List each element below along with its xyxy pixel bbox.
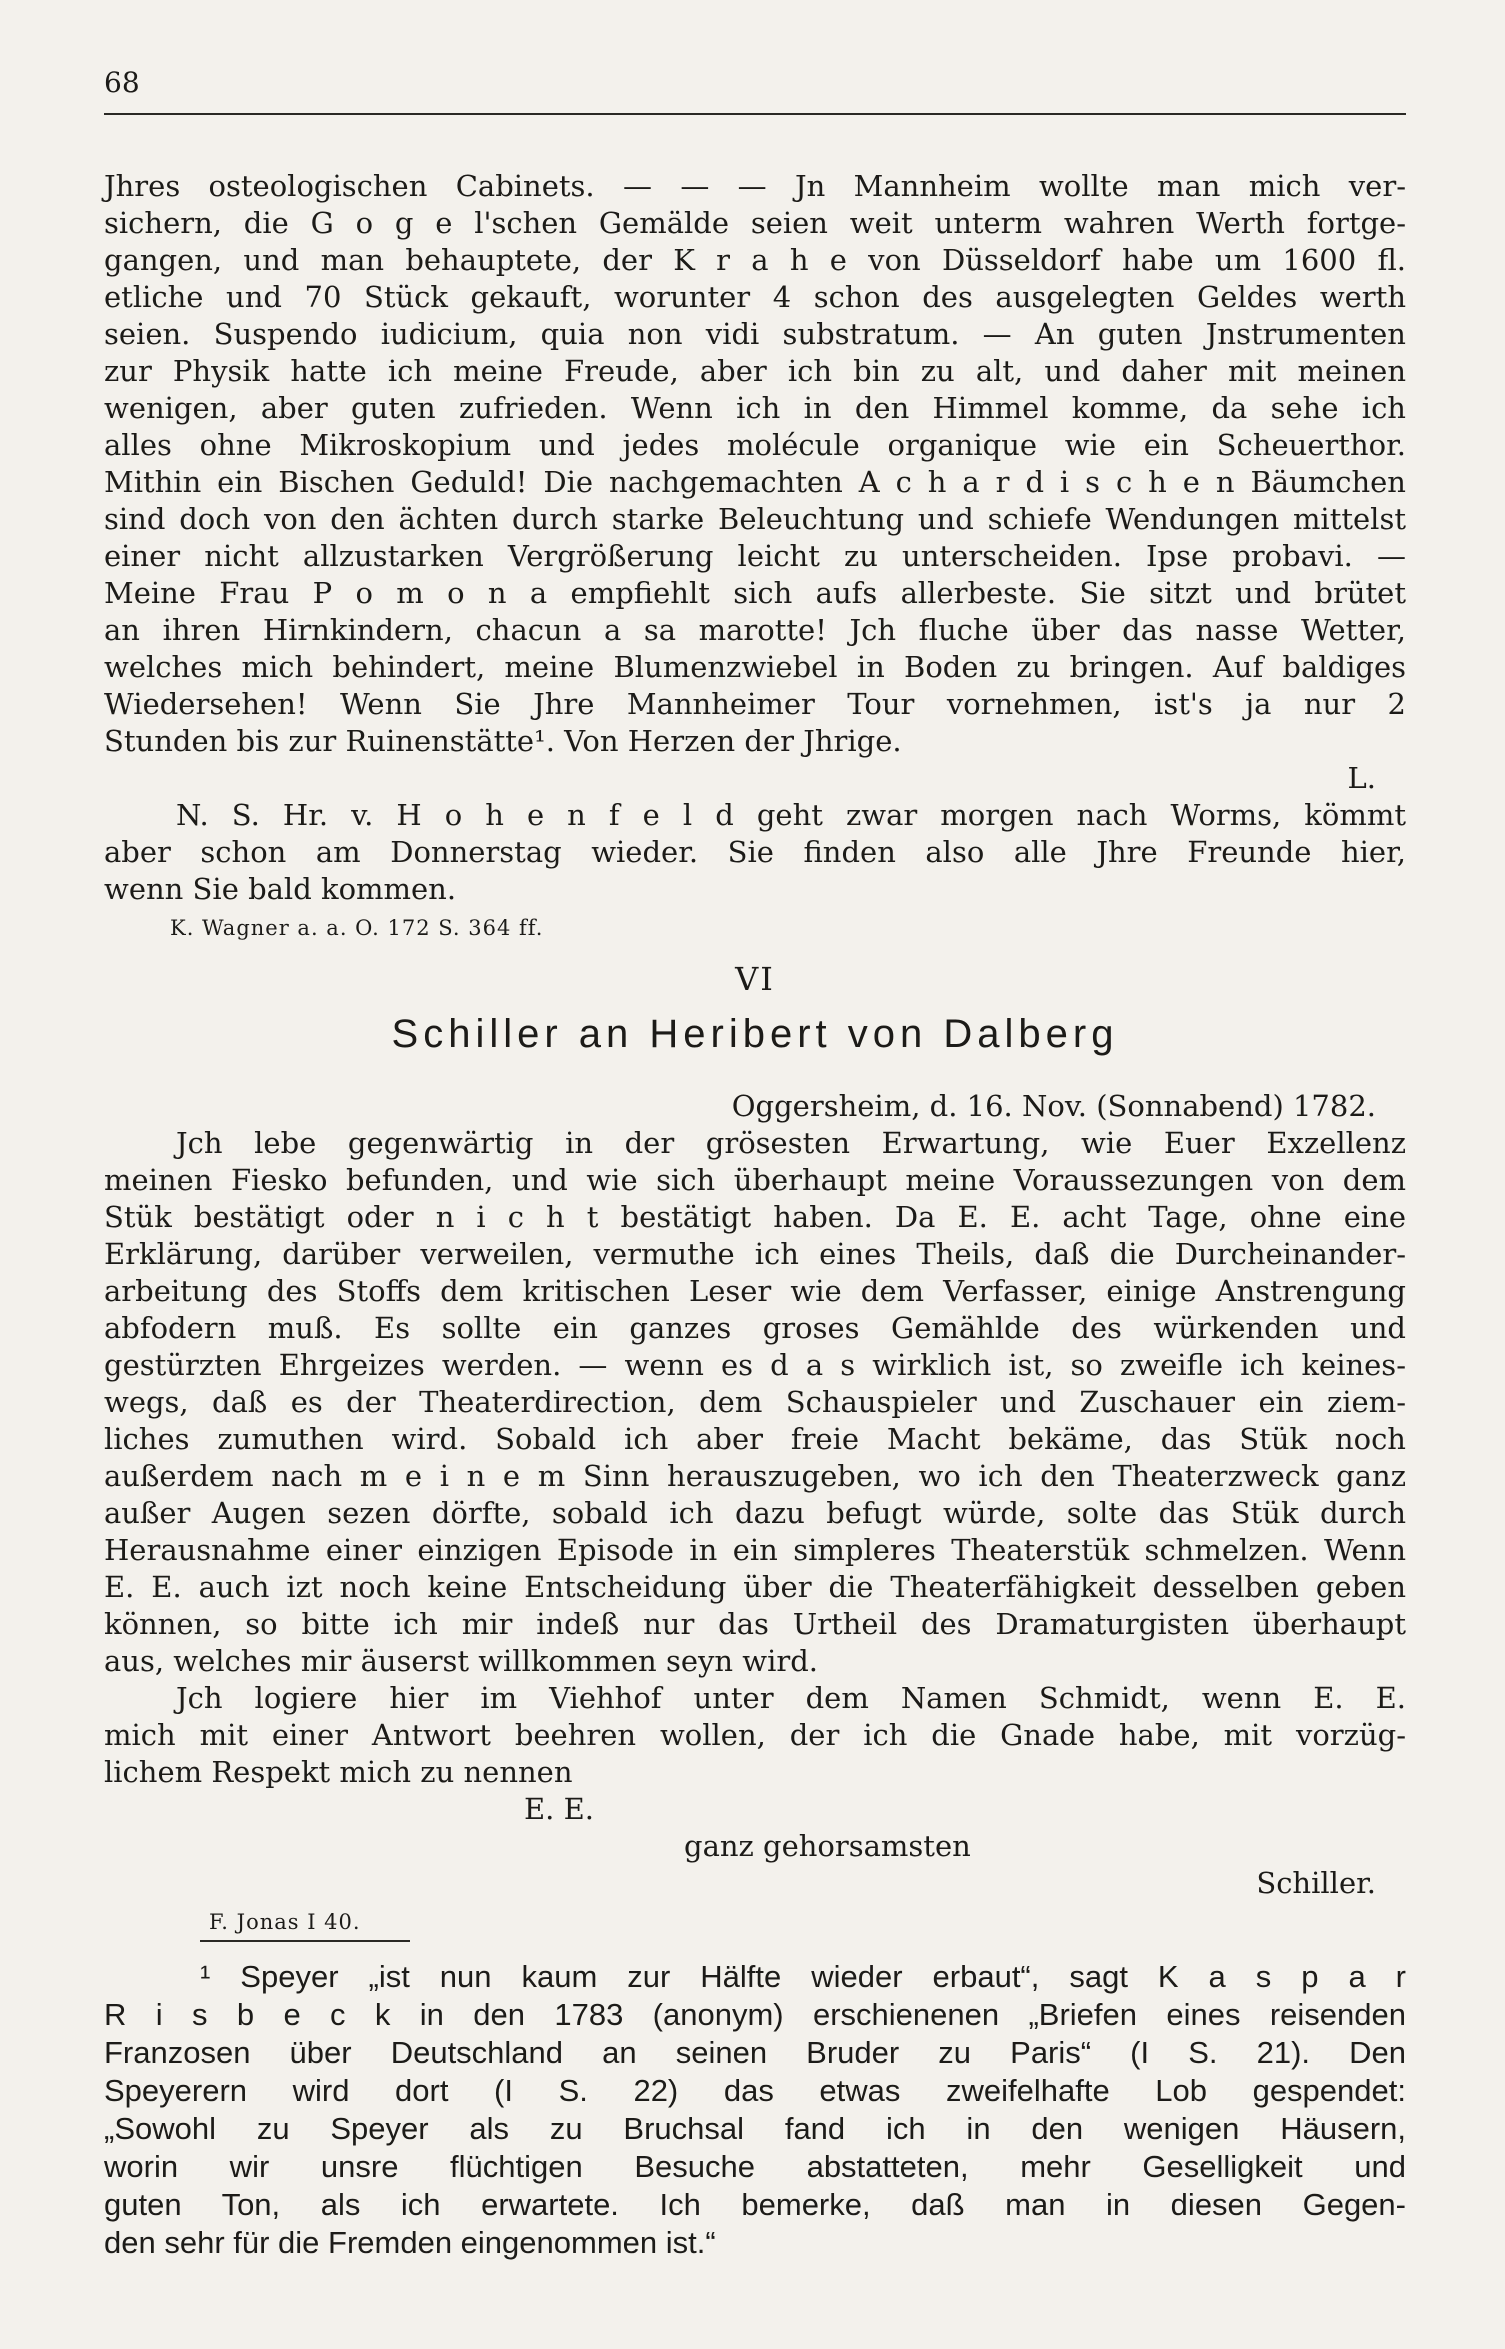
text-line: Herausnahme einer einzigen Episode in ein simpleres Theaterstük schmelzen. Wenn <box>104 1533 1406 1567</box>
footnote-line: R i s b e c k in den 1783 (anonym) erschienenen „Briefen eines reisenden <box>104 1997 1406 2032</box>
text-line: welches mich behindert, meine Blumenzwiebel in Boden zu bringen. Auf baldiges <box>104 650 1406 684</box>
text-line: sind doch von den ächten durch starke Beleuchtung und schiefe Wendungen mittelst <box>104 502 1406 536</box>
text-line: meinen Fiesko befunden, und wie sich überhaupt meine Voraussezungen von dem <box>104 1163 1406 1197</box>
text-line: gangen, und man behauptete, der K r a h e von Düsseldorf habe um 1600 fl. <box>104 243 1406 277</box>
closing-address: E. E. <box>524 1792 594 1826</box>
text-line: sichern, die G o g e l'schen Gemälde seien weit unterm wahren Werth fortge- <box>104 206 1406 240</box>
letter-vi-body <box>104 1088 1406 1942</box>
footnote-rule <box>200 1940 410 1942</box>
section-title: Schiller an Heribert von Dalberg <box>391 1012 1119 1056</box>
page-number: 68 <box>104 66 140 99</box>
text-line: zur Physik hatte ich meine Freude, aber ich bin zu alt, und daher mit meinen <box>104 354 1406 388</box>
text-line: Wiedersehen! Wenn Sie Jhre Mannheimer Tour vornehmen, ist's ja nur 2 <box>104 687 1406 721</box>
text-line: seien. Suspendo iudicium, quia non vidi substratum. — An guten Jnstrumenten <box>104 317 1406 351</box>
footnote-line: „Sowohl zu Speyer als zu Bruchsal fand ich in den wenigen Häusern, <box>104 2111 1406 2146</box>
footnote <box>104 1958 1406 2262</box>
letter-v-signature: L. <box>1347 761 1376 795</box>
text-line: Meine Frau P o m o n a empfiehlt sich aufs allerbeste. Sie sitzt und brütet <box>104 576 1406 610</box>
text-line: können, so bitte ich mir indeß nur das Urtheil des Dramaturgisten überhaupt <box>104 1607 1406 1641</box>
text-line: außer Augen sezen dörfte, sobald ich dazu befugt würde, solte das Stük durch <box>104 1496 1406 1530</box>
closing-phrase: ganz gehorsamsten <box>684 1829 971 1863</box>
text-line: an ihren Hirnkindern, chacun a sa marotte! Jch fluche über das nasse Wetter, <box>104 613 1406 647</box>
text-line: einer nicht allzustarken Vergrößerung leicht zu unterscheiden. Ipse probavi. — <box>104 539 1406 573</box>
text-line: N. S. Hr. v. H o h e n f e l d geht zwar morgen nach Worms, kömmt <box>176 798 1406 832</box>
footnote-line: guten Ton, als ich erwartete. Ich bemerke, daß man in diesen Gegen- <box>104 2187 1406 2222</box>
postscript <box>104 797 1406 834</box>
text-line: Mithin ein Bischen Geduld! Die nachgemachten A c h a r d i s c h e n Bäumchen <box>104 465 1406 499</box>
text-line: wenn Sie bald kommen. <box>104 872 457 906</box>
text-line: liches zumuthen wird. Sobald ich aber freie Macht bekäme, das Stük noch <box>104 1422 1406 1456</box>
text-line: Jhres osteologischen Cabinets. — — — Jn Mannheim wollte man mich ver- <box>104 169 1406 203</box>
text-line: E. E. auch izt noch keine Entscheidung über die Theaterfähigkeit desselben geben <box>104 1570 1406 1604</box>
footnote-line: worin wir unsre flüchtigen Besuche abstatteten, mehr Geselligkeit und <box>104 2149 1406 2184</box>
text-line: abfodern muß. Es sollte ein ganzes groses Gemählde des würkenden und <box>104 1311 1406 1345</box>
text-line: wegs, daß es der Theaterdirection, dem Schauspieler und Zuschauer ein ziem- <box>104 1385 1406 1419</box>
text-line: außerdem nach m e i n e m Sinn herauszugeben, wo ich den Theaterzweck ganz <box>104 1459 1406 1493</box>
text-line: Stunden bis zur Ruinenstätte¹. Von Herzen der Jhrige. <box>104 724 902 758</box>
footnote-line: den sehr für die Fremden eingenommen ist.“ <box>104 2225 716 2260</box>
text-line: alles ohne Mikroskopium und jedes molécule organique wie ein Scheuerthor. <box>104 428 1406 462</box>
dateline: Oggersheim, d. 16. Nov. (Sonnabend) 1782. <box>731 1089 1376 1123</box>
text-line: Jch logiere hier im Viehhof unter dem Namen Schmidt, wenn E. E. <box>176 1681 1406 1715</box>
text-line: etliche und 70 Stück gekauft, worunter 4 schon des ausgelegten Geldes werth <box>104 280 1406 314</box>
text-line: aus, welches mir äuserst willkommen seyn wird. <box>104 1644 819 1678</box>
text-line: arbeitung des Stoffs dem kritischen Leser wie dem Verfasser, einige Anstrengung <box>104 1274 1406 1308</box>
text-line: aber schon am Donnerstag wieder. Sie finden also alle Jhre Freunde hier, <box>104 835 1406 869</box>
closing-signature: Schiller. <box>1256 1866 1376 1900</box>
section-number: VI <box>735 960 775 998</box>
footnote-line: Franzosen über Deutschland an seinen Bruder zu Paris“ (I S. 21). Den <box>104 2035 1406 2070</box>
letter-vi-source: F. Jonas I 40. <box>209 1910 361 1934</box>
footnote-line: ¹ Speyer „ist nun kaum zur Hälfte wieder erbaut“, sagt K a s p a r <box>200 1959 1406 1994</box>
text-line: wenigen, aber guten zufrieden. Wenn ich in den Himmel komme, da sehe ich <box>104 391 1406 425</box>
header-rule <box>104 113 1406 115</box>
text-line: mich mit einer Antwort beehren wollen, der ich die Gnade habe, mit vorzüg- <box>104 1718 1406 1752</box>
text-line: Erklärung, darüber verweilen, vermuthe ich eines Theils, daß die Durcheinander- <box>104 1237 1406 1271</box>
footnote-line: Speyerern wird dort (I S. 22) das etwas zweifelhafte Lob gespendet: <box>104 2073 1406 2108</box>
letter-v-body <box>104 168 1406 948</box>
text-line: Jch lebe gegenwärtig in der grösesten Erwartung, wie Euer Exzellenz <box>176 1126 1406 1160</box>
text-line: Stük bestätigt oder n i c h t bestätigt haben. Da E. E. acht Tage, ohne eine <box>104 1200 1406 1234</box>
text-line: gestürzten Ehrgeizes werden. — wenn es d a s wirklich ist, so zweifle ich keines- <box>104 1348 1406 1382</box>
letter-v-source: K. Wagner a. a. O. 172 S. 364 ff. <box>170 916 544 940</box>
text-line: lichem Respekt mich zu nennen <box>104 1755 573 1789</box>
